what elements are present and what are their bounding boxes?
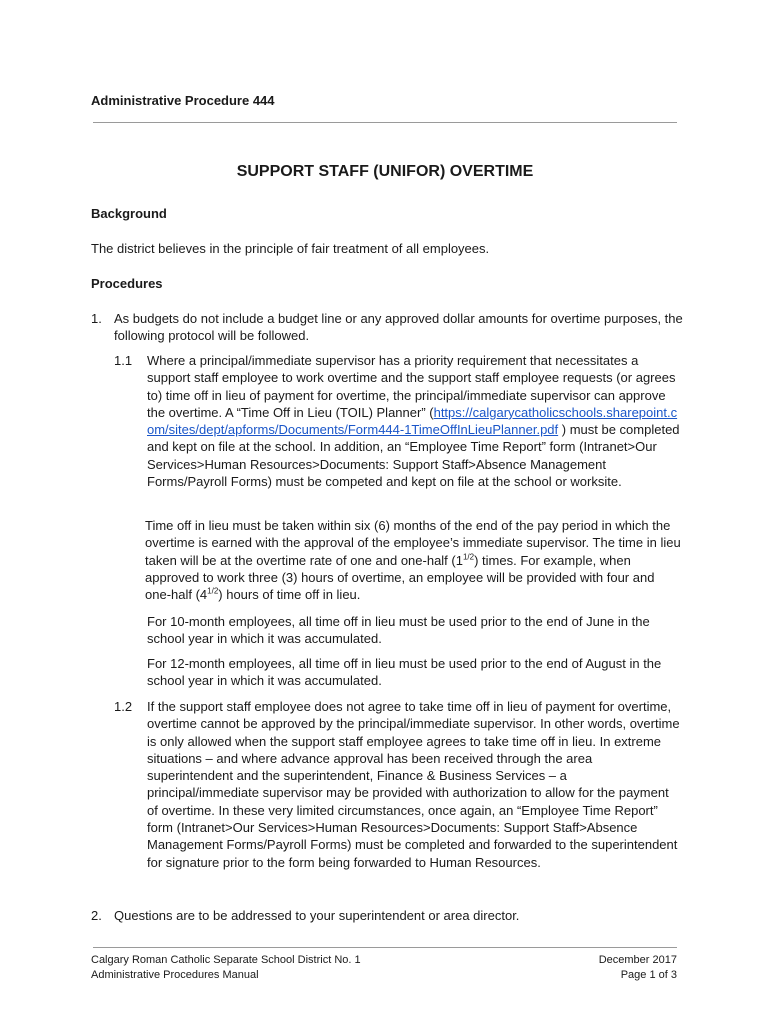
twelve-month-paragraph: For 12-month employees, all time off in lieu must be used prior to the end of August in the school year in which it was accumulated. — [147, 656, 662, 689]
item-2-number: 2. — [91, 908, 102, 923]
header-divider — [93, 122, 677, 123]
footer-right — [599, 953, 677, 982]
toil-rules-text-a: Time off in lieu must be taken within six (6) months of the end of the pay period in which the overtime is earned with the approval of the employee’s immediate supervisor. The time in lieu taken will be at the overtime rate of one and one-half (1 — [145, 518, 681, 568]
four-half-superscript: 1/2 — [207, 586, 219, 596]
item-1-2-text: If the support staff employee does not agree to take time off in lieu of payment for overtime, overtime cannot be approved by the principal/immediate supervisor. In other words, overtime is only allowed when the support staff employee agrees to take time off in lieu. In extreme situations – and where advance approval has been received through the area superintendent and the superintendent, Finance & Business Services – a principal/immediate supervisor may be provided with authorization to allow for the payment of overtime. In these very limited circumstances, once again, an “Employee Time Report” form (Intranet>Our Services>Human Resources>Documents: Support Staff>Absence Management Forms/Payroll Forms) must be completed and forwarded to the superintendent for signature prior to the form being forwarded to Human Resources. — [147, 699, 680, 870]
item-1-number: 1. — [91, 311, 102, 326]
toil-planner-link[interactable]: https://calgarycatholicschools.sharepoint.com/sites/dept/apforms/Documents/Form444-1TimeOffInLieuPlanner.pdf — [147, 404, 678, 438]
background-text: The district believes in the principle of fair treatment of all employees. — [91, 241, 490, 256]
item-1-1-number: 1.1 — [114, 353, 133, 368]
footer-date: December 2017 — [598, 954, 677, 966]
item-1-1-text-end: ) must be completed and kept on file at the school. In addition, an “Employee Time Report” form (Intranet>Our Services>Human Resources>Documents: Support Staff>Absence Management Forms/Payroll Forms) must be competed and kept on file at the school or worksite. — [147, 422, 680, 490]
item-1-2-number: 1.2 — [114, 699, 133, 714]
item-1-1-text — [147, 352, 681, 490]
item-1-1-text-start: Where a principal/immediate supervisor has a priority requirement that necessitates a support staff employee to work overtime and the support staff employee requests (or agrees to) time off in lieu of payment for overtime, the principal/immediate supervisor can approve the overtime. A “Time Off in Lieu (TOIL) Planner” ( — [147, 353, 676, 420]
procedures-heading: Procedures — [91, 276, 163, 291]
procedure-number-header: Administrative Procedure 444 — [91, 93, 275, 108]
toil-rules-text-b: ) times. For example, when approved to work three (3) hours of overtime, an employee will be provided with four and one-half (4 — [145, 552, 655, 603]
footer-organization: Calgary Roman Catholic Separate School District No. 1 — [91, 954, 361, 966]
footer-manual-name: Administrative Procedures Manual — [91, 968, 259, 981]
item-2-text: Questions are to be addressed to your superintendent or area director. — [114, 908, 520, 923]
page-title: SUPPORT STAFF (UNIFOR) OVERTIME — [236, 163, 534, 180]
footer-left — [91, 953, 361, 982]
toil-rules-text-c: ) hours of time off in lieu. — [218, 587, 361, 603]
one-half-superscript: 1/2 — [462, 552, 475, 562]
footer-page-number: Page 1 of 3 — [620, 968, 677, 981]
item-1-text: As budgets do not include a budget line or any approved dollar amounts for overtime purposes, the following protocol will be followed. — [114, 311, 683, 344]
footer-divider — [93, 947, 677, 948]
toil-rules-paragraph — [145, 517, 681, 603]
ten-month-paragraph: For 10-month employees, all time off in lieu must be used prior to the end of June in the school year in which it was accumulated. — [147, 614, 650, 647]
background-heading: Background — [91, 206, 167, 221]
